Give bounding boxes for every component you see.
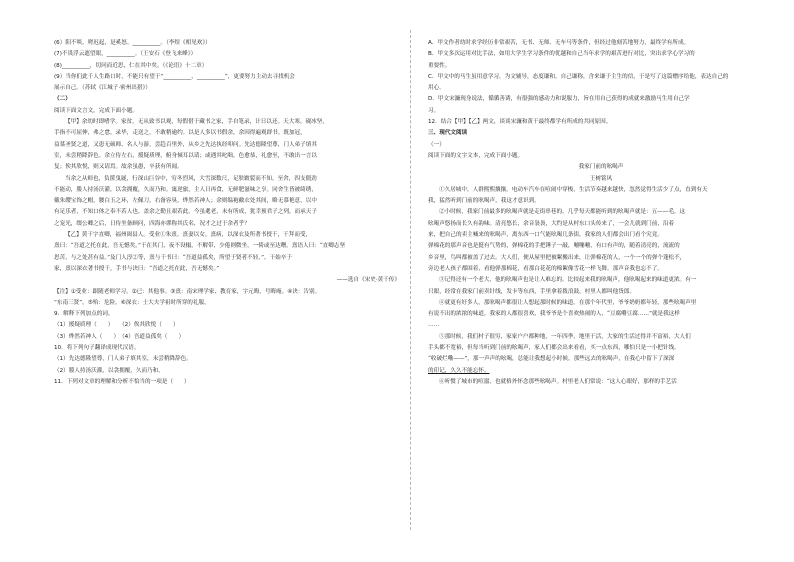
left-text-line: 阅读下面文言文，完成下面小题。 bbox=[54, 107, 138, 114]
right-text-line: 的印记，久久不能忘怀。 bbox=[428, 367, 490, 374]
left-text-line: “东南三贤”。⑤殆：危险。⑥深衣：士大夫学祖时所穿的礼服。 bbox=[54, 299, 210, 306]
right-text-line: 弹棉花的那声音也是挺有气势的，弹棉花的手把锤子一敲，嘣嘣嘣，有口有声的，随着清亮的，流流的 bbox=[428, 243, 680, 250]
right-text-line: A．甲文作者幼时求学经历非常艰苦，无书、无师、无车马等条件，但经过他刻苦地努力，最终学有所成。 bbox=[428, 40, 690, 46]
column-divider bbox=[410, 30, 411, 530]
right-text-line: 习。 bbox=[428, 107, 440, 114]
right-text-line: ④就更有好多人，那吆喝声都很让人想起那时候的味道。在那个年代里，爷爷奶奶都年轻，那些吆喝声里 bbox=[439, 299, 697, 306]
left-text-line: 11．下列对文章的理解和分析不恰当的一项是（ ） bbox=[54, 378, 190, 385]
left-text-line: （1）先达德隆望尊，门人弟子填其室，未尝稍降辞色。 bbox=[54, 356, 192, 363]
right-text-line: 用心。 bbox=[428, 85, 445, 92]
left-text-line: 之宠光，缀公卿之后，日侍坐备顾问，四海亦谬称其氏名，况才之过于余者乎？ bbox=[54, 220, 250, 227]
left-text-line: 10．将下列句子翻译成现代汉语。 bbox=[54, 345, 140, 352]
left-text-line: 手指不可屈伸，弗之怠。录毕，走送之，不敢稍逾约。以是人多以书假余，余因得遍观群书。既加冠， bbox=[54, 130, 306, 137]
left-text-line: 当余之从师也，负箧曳屣，行深山巨谷中，穷冬烈风，大雪深数尺，足肤皲裂而不知。至舍，四支僵劲 bbox=[65, 175, 317, 182]
left-text-line: 思苦，与之处甚有益。”及门人淳②等，熹与干书曰：“吾道益孤矣，所望于贤者不轻，”。干始卒于 bbox=[54, 254, 292, 261]
left-text-line: （2）媵人持汤沃灌，以衾拥覆，久而乃和。 bbox=[54, 367, 164, 374]
left-text-line: ——选自《宋史·黄干传》 bbox=[336, 277, 400, 284]
right-text-line: B．甲文多次运用对比手法，如用大学生学习条件的优越和自己当年求学的艰苦进行对比，突出求学心学习的 bbox=[428, 51, 695, 58]
right-text-line: 乡音里，鸟叫都被盖了过去。大人们，便从屋里把被絮搬出来，让弹棉花的人，一个一个的弹个蓬松不， bbox=[428, 254, 686, 261]
left-text-line: （1）援疑质理（ ） （2）俟其欣悦（ ） bbox=[54, 322, 179, 329]
left-text-line: (9）当你们此千人生路口时，不能只有望于“__________，__________”，更要努力主动去寻找机会 bbox=[54, 73, 295, 80]
right-text-line: …… bbox=[428, 322, 440, 329]
right-text-line: 我，猛然听到门前的吆喝声，我这才意识到。 bbox=[428, 198, 540, 205]
left-text-line: 益慕圣贤之道，又患无硕师、名人与游，尝趋百里外，从乡之先达执经叩问。先达德隆望尊，门人弟子填其 bbox=[54, 141, 317, 148]
left-text-line: (6）阳不啖，嗟迟起，是奚怒。__________。（李煜《相见欢》） bbox=[54, 40, 211, 46]
right-text-line: 旁边老人孩子都围着，看他弹那棉花，看那白花花的棉絮像雪花一样飞舞。那声音我也忘不了。 bbox=[428, 265, 663, 272]
right-text-line: ①久居城中，人群熙熙攘攘，电动车汽车在喧闹中穿梭，生活节奏越来越快，忽然觉得生活少了点，直到有天 bbox=[439, 186, 708, 193]
right-text-line: ②小时候，我家门前最多的吆喝声就是走街串巷的。几乎每天都能听到的吆喝声就是：五——毛，这 bbox=[439, 209, 686, 216]
right-text-line: 阅读下面的文字文本，完成下面小题。 bbox=[428, 152, 524, 159]
right-text-line: ③记得还有一个老大，他的吆喝声也是让人难忘的。比较起来我的吆喝声，他吆喝起来的味道更浓。有一 bbox=[439, 277, 697, 284]
right-text-line: 有说不出的浓浓的味道，我家的人都很喜欢，我爷爷是个喜欢热闹的人，“豆腐嘞豆腐……”就是我这样 bbox=[428, 311, 680, 318]
right-text-line: ⑤那时候，我们村子很穷，家家户户都种地，一年四季，地里干活，大家的生活过得并不富裕，大人们 bbox=[439, 333, 691, 340]
left-text-line: 不能动，媵人持汤沃灌，以衾拥覆，久而乃和。寓逆旅，主人日再食，无鲜肥滋味之享。同舍生皆被绮绣， bbox=[54, 186, 317, 193]
right-text-line: 来，把自己的卖主喊来的吆喝声，离东西一口气能吆喝几条街，我家的人们都会出门看个究竟。 bbox=[428, 232, 663, 239]
left-text-line: 【乙】黄干字直卿，福州闽县人。受业①朱熹。熹妻以女。熹病，以深衣及所著书授干，干拜而受， bbox=[65, 232, 312, 239]
right-text-line: 12．结合【甲】【乙】两文，谈谈宋濂和黄干最终都学有所成的共同原因。 bbox=[428, 119, 612, 126]
left-column bbox=[54, 38, 400, 388]
left-text-line: 戴朱缨宝饰之帽，腰白玉之环，左佩刀，右备容臭，烨然若神人；余则缊袍敝衣处其间，略无慕艳意，以中 bbox=[54, 198, 317, 205]
right-text-line: 吆喝声悠扬而长久有韵味。清亮悠长，余音袅袅，大约是从村东口头传来了，一会儿就到门前，沿着 bbox=[428, 220, 675, 227]
right-text-line: 我家门前的吆喝声 bbox=[578, 164, 624, 171]
left-text-line: 展示自己。（苏轼《江城子·密州出猎》） bbox=[54, 85, 151, 92]
left-text-line: 复；俟其欣悦，则又请焉。故余虽愚，卒获有所闻。 bbox=[54, 164, 183, 171]
right-text-line: ⑥听惯了城市的喧嚣，也就格外怀念那些吆喝声。村里老人们常说：“这人心眼好，那样的手艺活 bbox=[439, 378, 677, 385]
right-text-line: D．甲文宋濂现身说法，循循善诱，有很强的感动力和说服力，旨在用自己获得的成就来激励马生用自己学 bbox=[428, 96, 690, 103]
right-text-line: C．甲文中的马生虽用意学习，为文辅导，态度谦和，自己谦称，含来谦于主生的信，于是写了这篇赠序给他，表达自己的 bbox=[428, 73, 729, 80]
left-text-line: 【注】①受业：跟随老师学习。②已：其他事。③熹：南宋理学家、教育家，字元晦，号晦庵。④诀：告别。 bbox=[54, 288, 321, 295]
right-text-line: （一） bbox=[428, 141, 445, 148]
left-text-line: （二） bbox=[54, 96, 71, 103]
left-text-line: 家，熹以深衣著书授干，手书与诀曰：“吾道之托在此，吾无憾矣。” bbox=[54, 265, 220, 272]
right-text-line: “收破烂嘞——”，那一声声的吆喝，总能让我想起小时候。那些远去的吆喝声，在我心中留下了深深 bbox=[428, 356, 675, 363]
left-text-line: 室，未尝稍降辞色。余立侍左右，援疑质理，俯身倾耳以请；或遇其叱咄，色愈恭，礼愈至，不敢出一言以 bbox=[54, 152, 317, 159]
right-text-line: 王树铭风 bbox=[589, 175, 613, 182]
left-text-line: 9．解释下列加点的词。 bbox=[54, 311, 114, 318]
left-text-line: （3）烨然若神人（ ） （4）吾道益孤矣（ ） bbox=[54, 333, 185, 340]
left-text-line: (8)__________，切问而近思，仁在其中矣。（《论语》十二章） bbox=[54, 62, 208, 69]
left-text-line: 【甲】余幼时即嗜学。家贫，无从致书以观，每假借于藏书之家，手自笔录，计日以还。天大寒，砚冰坚， bbox=[65, 119, 328, 126]
right-text-line: 重要性。 bbox=[428, 62, 451, 69]
left-text-line: 熹曰：“吾道之托在此，吾无憾矣。”干在其门，夜不设榻，不解带，少倦则微坐，一倚或至达曙。熹语人曰：“直卿志坚 bbox=[54, 243, 346, 250]
right-column bbox=[428, 38, 774, 388]
right-text-line: 三、现代文阅读 bbox=[428, 130, 468, 137]
left-text-line: 有足乐者，不知口体之奉不若人也。盖余之勤且艰若此。今虽耄老，未有所成，犹幸预君子之列，而承天子 bbox=[54, 209, 317, 216]
right-text-line: 手头都不宽裕，但每当听到门前的吆喝声，家人们都会出来看看，买一点东西，哪怕只是一小把针线。 bbox=[428, 345, 680, 352]
right-text-line: 只眼，经常在我家门前卖针线，发卡等东西，手里拿着拨浪鼓，村里人都叫他货郎。 bbox=[428, 288, 635, 295]
left-text-line: (7)不畏浮云遮望眼，__________。（王安石《登飞来峰》） bbox=[54, 51, 197, 58]
